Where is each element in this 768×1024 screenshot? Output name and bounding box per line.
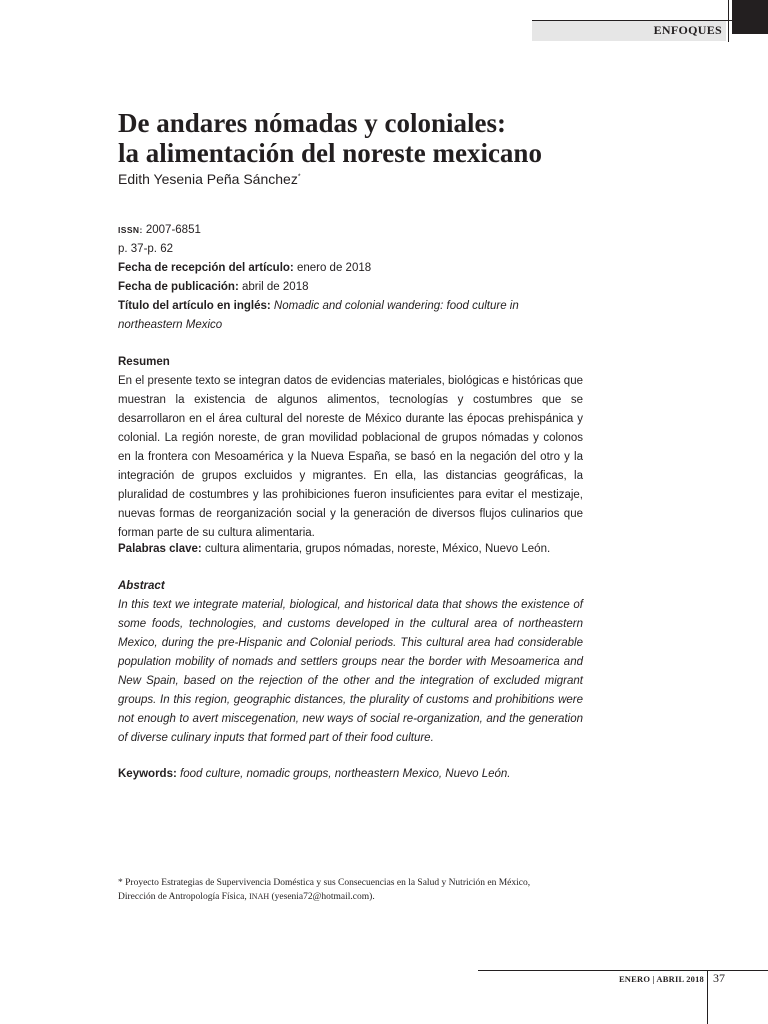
issn-line	[118, 221, 583, 240]
english-title-line	[118, 297, 583, 335]
keywords	[118, 765, 583, 784]
header-divider	[728, 0, 729, 42]
abstract-text: In this text we integrate material, biological, and historical data that shows the existence of some foods, technologies, and customs developed in the cultural area of northeastern Mexico, during the pre-Hispanic and Colonial periods. This cultural area had considerable population mobility of nomads and settlers groups near the border with Mesoamerica and New Spain, based on the rejection of the other and the integration of excluded migrant groups. In this region, geographic distances, the plurality of customs and prohibitions were not enough to avert miscegenation, new ways of social re-organization, and the generation of diverse culinary inputs that formed part of their food culture.	[118, 599, 583, 744]
footnote-line-1: * Proyecto Estrategias de Supervivencia Doméstica y sus Consecuencias en la Salud y Nutrición en México,	[118, 878, 531, 888]
resumen-text: En el presente texto se integran datos de evidencias materiales, biológicas e históricas que muestran la existencia de algunos alimentos, tecnologías y costumbres que se desarrollaron en el área cultural del noreste de México durante las épocas prehispánica y colonial. La región noreste, de gran movilidad poblacional de grupos nómadas y colonos en la frontera con Mesoamérica y la Nueva España, se basó en la negación del otro y la integración de grupos excluidos y migrantes. En ella, las distancias geográficas, la pluralidad de costumbres y las prohibiciones fueron insuficientes para evitar el mestizaje, nuevas formas de reorganización social y la generación de diversos flujos culinarios que forman parte de su cultura alimentaria.	[118, 375, 583, 539]
footer-divider	[707, 970, 708, 1024]
keywords-label: Keywords:	[118, 768, 177, 780]
title-line-2: la alimentación del noreste mexicano	[118, 138, 542, 168]
footnote-inah: INAH	[249, 892, 270, 901]
keywords-value: food culture, nomadic groups, northeastern Mexico, Nuevo León.	[180, 768, 511, 780]
author-name: Edith Yesenia Peña Sánchez	[118, 171, 298, 187]
title-line-1: De andares nómadas y coloniales:	[118, 108, 507, 138]
received-line	[118, 259, 583, 278]
article-title	[118, 108, 678, 168]
english-title-label: Título del artículo en inglés:	[118, 300, 271, 312]
palabras-clave-label: Palabras clave:	[118, 543, 202, 555]
received-label: Fecha de recepción del artículo:	[118, 262, 294, 274]
page-number: 37	[713, 971, 725, 985]
footnote-institution: Dirección de Antropología Física,	[118, 892, 247, 902]
resumen-section	[118, 353, 583, 543]
section-label: ENFOQUES	[653, 23, 722, 37]
resumen-heading: Resumen	[118, 356, 170, 368]
published-value: abril de 2018	[241, 281, 309, 293]
footnote-email: (yesenia72@hotmail.com).	[271, 892, 375, 902]
published-line	[118, 278, 583, 297]
published-label: Fecha de publicación:	[118, 281, 239, 293]
palabras-clave	[118, 540, 583, 559]
footnote	[118, 877, 588, 904]
abstract-heading: Abstract	[118, 580, 165, 592]
header-corner-block	[732, 0, 768, 34]
english-title-value: Nomadic and colonial wandering: food culture in northeastern Mexico	[118, 300, 519, 331]
issn-label: ISSN:	[118, 225, 143, 235]
footnote-line-2	[118, 890, 588, 904]
palabras-clave-value: cultura alimentaria, grupos nómadas, noreste, México, Nuevo León.	[204, 543, 551, 555]
footer-issue: ENERO | ABRIL 2018	[618, 974, 704, 984]
issn-value: 2007-6851	[145, 224, 201, 236]
abstract-section	[118, 577, 583, 748]
author-footnote-mark: *	[297, 173, 301, 181]
received-value: enero de 2018	[296, 262, 372, 274]
author	[118, 171, 301, 187]
pages-line: p. 37-p. 62	[118, 243, 173, 255]
article-metadata	[118, 221, 583, 335]
